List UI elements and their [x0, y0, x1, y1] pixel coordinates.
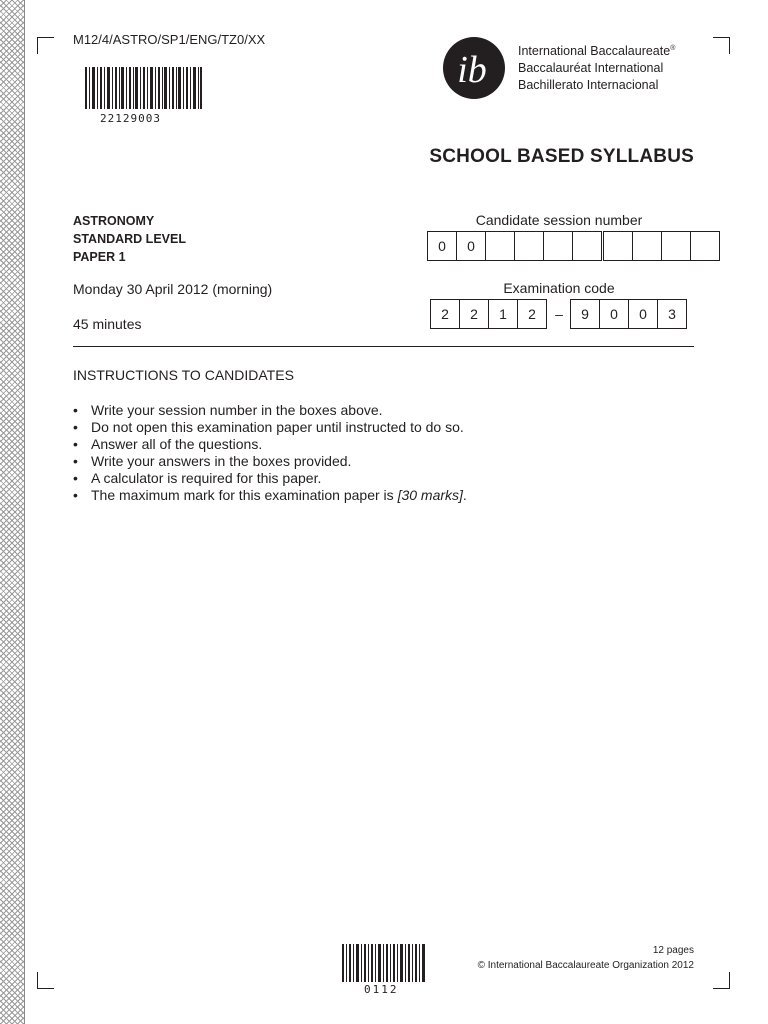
organization-name: [518, 40, 675, 94]
instruction-text: The maximum mark for this examination paper is: [91, 487, 398, 503]
subject-level: STANDARD LEVEL: [73, 232, 186, 246]
logo-lettering: ib: [457, 49, 487, 91]
session-digit-box[interactable]: [632, 231, 662, 261]
instruction-text: Write your answers in the boxes provided.: [91, 453, 352, 469]
session-digit-box[interactable]: [661, 231, 691, 261]
ib-logo-icon: [441, 36, 509, 100]
candidate-session-label: Candidate session number: [475, 212, 643, 228]
org-line-2: Baccalauréat International: [518, 61, 664, 76]
session-digit-box[interactable]: [603, 231, 633, 261]
instruction-suffix: .: [462, 487, 467, 503]
bullet-icon: •: [73, 470, 78, 486]
session-digit-box[interactable]: 0: [427, 231, 457, 261]
list-item: [73, 487, 467, 504]
exam-code-digit-box: 2: [430, 299, 460, 329]
exam-code-separator: –: [555, 306, 563, 322]
session-digit-box[interactable]: [514, 231, 544, 261]
session-digit-box[interactable]: [572, 231, 602, 261]
crop-mark-bottom-left: [37, 972, 54, 989]
exam-date: Monday 30 April 2012 (morning): [73, 281, 273, 297]
list-item: [73, 402, 467, 419]
list-item: [73, 453, 467, 470]
examination-code-boxes: [431, 299, 687, 329]
session-digit-box[interactable]: 0: [456, 231, 486, 261]
barcode-top: [85, 67, 203, 109]
bullet-icon: •: [73, 436, 78, 452]
instruction-text: A calculator is required for this paper.: [91, 470, 322, 486]
instructions-list: [73, 402, 467, 504]
exam-code-digit-box: 0: [599, 299, 629, 329]
paper-code: M12/4/ASTRO/SP1/ENG/TZ0/XX: [73, 32, 266, 47]
session-digit-box[interactable]: [690, 231, 720, 261]
bullet-icon: •: [73, 402, 78, 418]
barcode-number-bottom: 0112: [364, 983, 399, 996]
instructions-title: INSTRUCTIONS TO CANDIDATES: [73, 367, 294, 383]
exam-code-digit-box: 1: [488, 299, 518, 329]
crop-mark-top-left: [37, 37, 54, 54]
max-marks: [30 marks]: [397, 487, 463, 503]
subject-name: ASTRONOMY: [73, 214, 155, 228]
instruction-text: Write your session number in the boxes above.: [91, 402, 383, 418]
org-line-1: International Baccalaureate: [518, 44, 671, 59]
page-count: 12 pages: [652, 945, 694, 956]
exam-code-digit-box: 0: [628, 299, 658, 329]
list-item: [73, 419, 467, 436]
bullet-icon: •: [73, 419, 78, 435]
exam-code-digit-box: 9: [570, 299, 600, 329]
instruction-text: Answer all of the questions.: [91, 436, 263, 452]
barcode-bottom: [342, 944, 426, 982]
list-item: [73, 470, 467, 487]
examination-code-label: Examination code: [503, 280, 615, 296]
org-line-3: Bachillerato Internacional: [518, 78, 659, 93]
session-digit-box[interactable]: [543, 231, 573, 261]
list-item: [73, 436, 467, 453]
bullet-icon: •: [73, 453, 78, 469]
paper-number: PAPER 1: [73, 250, 126, 264]
bullet-icon: •: [73, 487, 78, 503]
candidate-session-number-boxes: [428, 231, 720, 261]
crop-mark-bottom-right: [713, 972, 730, 989]
header-divider: [73, 346, 694, 347]
subject-block: [73, 212, 186, 266]
exam-code-digit-box: 3: [657, 299, 687, 329]
instruction-text: Do not open this examination paper until instructed to do so.: [91, 419, 464, 435]
crop-mark-top-right: [713, 37, 730, 54]
left-margin-strip: [0, 0, 25, 1024]
registered-mark: ®: [670, 45, 676, 52]
copyright-notice: © International Baccalaureate Organization 2012: [477, 960, 694, 971]
exam-code-digit-box: 2: [459, 299, 489, 329]
session-digit-box[interactable]: [485, 231, 515, 261]
exam-duration: 45 minutes: [73, 316, 142, 332]
barcode-number-top: 22129003: [100, 112, 161, 125]
exam-code-digit-box: 2: [517, 299, 547, 329]
document-title: SCHOOL BASED SYLLABUS: [429, 146, 694, 167]
